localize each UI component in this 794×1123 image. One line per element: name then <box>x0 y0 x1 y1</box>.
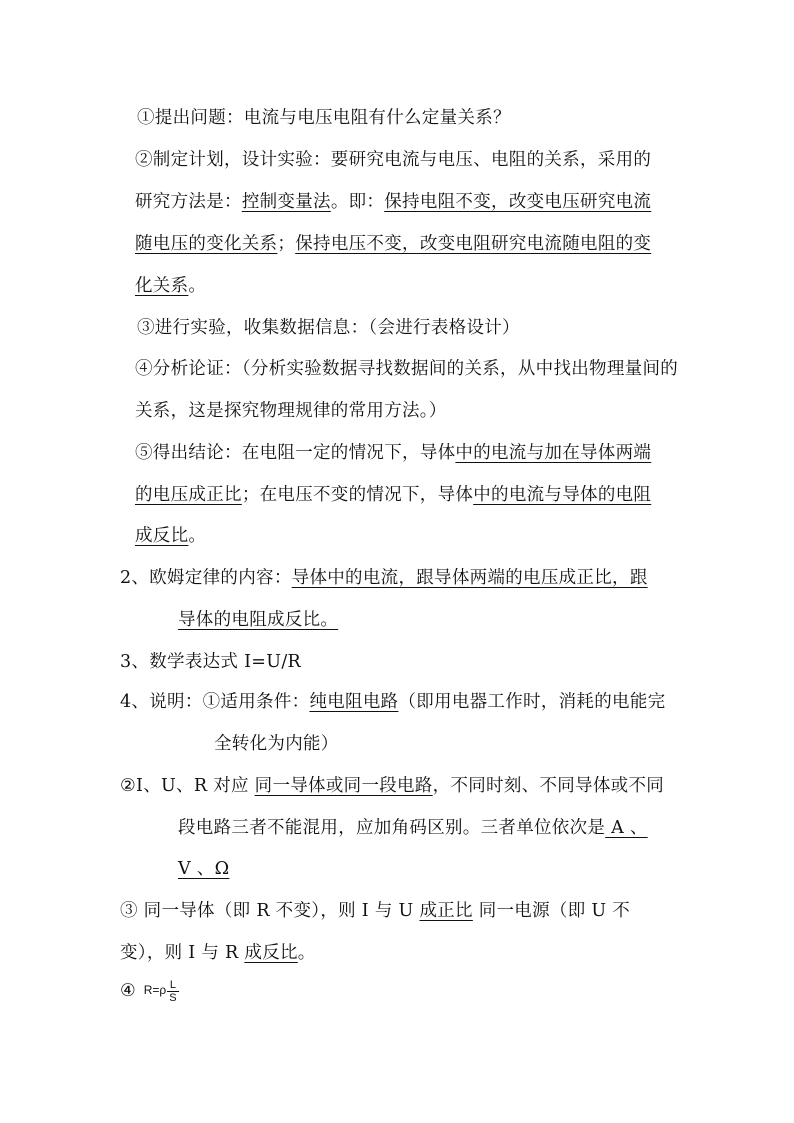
units-line <box>178 856 229 882</box>
text: ②制定计划，设计实验：要研究电流与电压、电阻的关系，采用的 <box>135 150 652 170</box>
research-method-line <box>135 189 651 215</box>
underlined-answer: 导体中的电流，跟导体两端的电压成正比，跟 <box>291 568 648 588</box>
text: 。 <box>188 276 207 296</box>
text: 段电路三者不能混用，应加角码区别。三者单位依次是 <box>178 818 606 838</box>
formula-number: ④ <box>120 980 136 1001</box>
text: ④分析论证：（分析实验数据寻找数据间的关系，从中找出物理量间的 <box>135 359 679 379</box>
text: 全转化为内能） <box>214 734 339 754</box>
notes-condition <box>120 689 665 715</box>
text: 4、说明：①适用条件： <box>120 692 310 712</box>
formula-rho: ρ <box>159 983 167 998</box>
underlined-answer: A 、 <box>605 818 648 838</box>
underlined-answer: 成反比 <box>135 526 189 546</box>
step-2-plan <box>135 147 651 173</box>
research-method-line-2 <box>135 231 651 257</box>
text: 同一电源（即 U 不 <box>472 901 631 921</box>
text: ； <box>277 234 296 254</box>
formula-denominator: S <box>169 991 177 1004</box>
underlined-answer: V 、Ω <box>178 859 230 879</box>
research-method-line-3 <box>135 273 206 299</box>
step-1-question <box>137 105 511 131</box>
formula-fraction <box>167 979 178 1004</box>
step-3-experiment <box>137 315 520 341</box>
step-5-conclusion-cont <box>135 482 651 508</box>
step-4-analysis <box>135 356 678 382</box>
text: ⑤得出结论：在电阻一定的情况下，导体 <box>135 443 456 463</box>
text: ；在电压不变的情况下，导体 <box>241 485 474 505</box>
text: 2、欧姆定律的内容： <box>120 568 292 588</box>
notes-correspondence-cont <box>178 815 648 841</box>
underlined-answer: 随电压的变化关系 <box>135 234 278 254</box>
underlined-answer: 成反比 <box>244 943 298 963</box>
step-4-analysis-cont <box>135 398 447 424</box>
underlined-answer: 纯电阻电路 <box>309 692 399 712</box>
underlined-answer: 成正比 <box>419 901 473 921</box>
resistance-formula <box>120 977 179 1004</box>
underlined-answer: 同一导体或同一段电路 <box>254 776 433 796</box>
formula-expression <box>144 977 179 1003</box>
text: 。 <box>297 943 316 963</box>
text: ③ 同一导体（即 R 不变），则 I 与 U <box>120 901 420 921</box>
text: （即用电器工作时，消耗的电能完 <box>398 692 666 712</box>
notes-condition-cont <box>214 731 339 757</box>
underlined-answer: 中的电流与加在导体两端 <box>455 443 652 463</box>
ohms-law-content <box>120 565 648 591</box>
text: ，不同时刻、不同导体或不同 <box>432 776 665 796</box>
notes-proportion-cont <box>120 940 316 966</box>
underlined-answer: 控制变量法 <box>241 192 331 212</box>
underlined-answer: 保持电阻不变，改变电压研究电流 <box>384 192 652 212</box>
math-expression <box>120 649 301 675</box>
text: 关系，这是探究物理规律的常用方法。） <box>135 401 447 421</box>
underlined-answer: 化关系 <box>135 276 189 296</box>
text: 3、数学表达式 I=U/R <box>120 652 301 672</box>
text: ②I、U、R 对应 <box>120 776 255 796</box>
underlined-answer: 保持电压不变，改变电阻研究电流随电阻的变 <box>295 234 652 254</box>
formula-lhs: R= <box>143 983 160 998</box>
text: 研究方法是： <box>135 192 242 212</box>
underlined-answer: 的电压成正比 <box>135 485 242 505</box>
text: 。即： <box>330 192 385 212</box>
notes-proportion <box>120 898 630 924</box>
ohms-law-content-cont <box>178 607 338 633</box>
formula-numerator: L <box>167 979 178 992</box>
underlined-answer: 中的电流与导体的电阻 <box>473 485 652 505</box>
step-5-conclusion-end <box>135 523 206 549</box>
text: ③进行实验，收集数据信息：（会进行表格设计） <box>137 318 520 338</box>
notes-correspondence <box>120 773 664 799</box>
underlined-answer: 导体的电阻成反比。 <box>178 610 339 630</box>
text: 。 <box>188 526 207 546</box>
text: ①提出问题：电流与电压电阻有什么定量关系？ <box>137 108 511 128</box>
text: 变），则 I 与 R <box>120 943 245 963</box>
step-5-conclusion <box>135 440 651 466</box>
